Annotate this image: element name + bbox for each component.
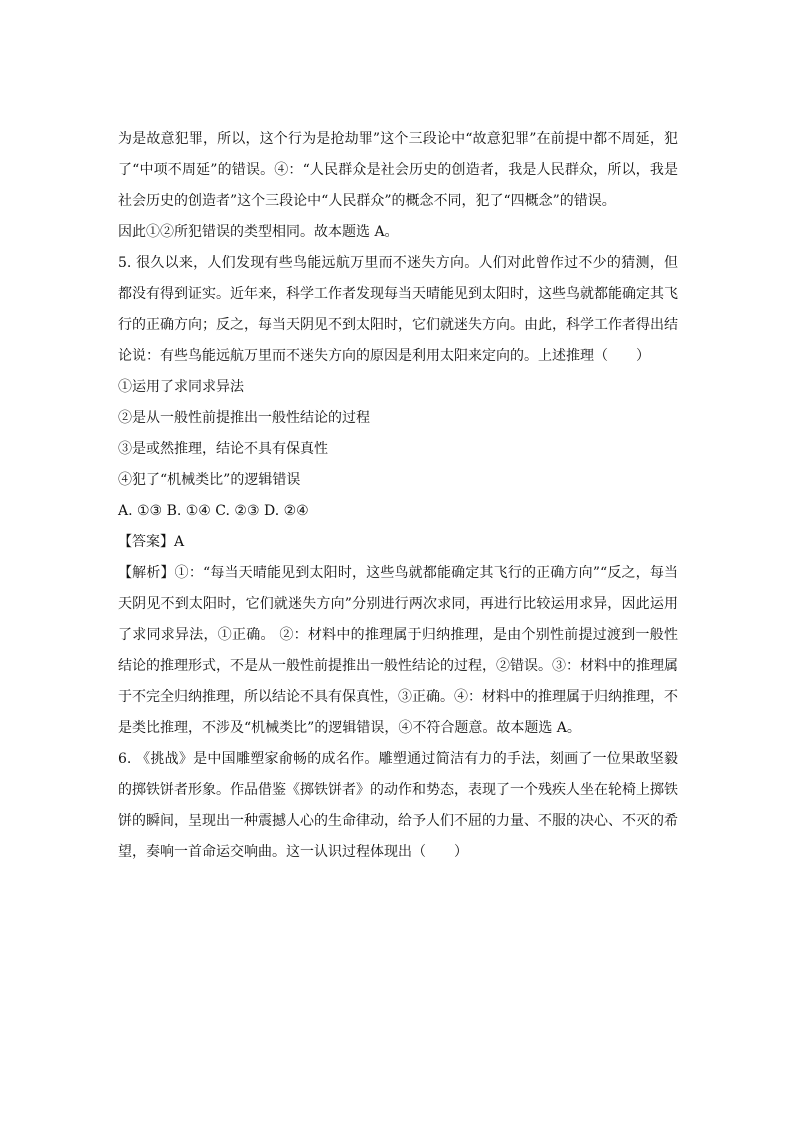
question-6	[118, 744, 678, 868]
previous-analysis-continuation: 为是故意犯罪，所以，这个行为是抢劫罪”这个三段论中“故意犯罪”在前提中都不周延，犯了“中项不周延”的错误。④：“人民群众是社会历史的创造者，我是人民群众，所以，我是社会历史的创造者”这个三段论中“人民群众”的概念不同，犯了“四概念”的错误。	[118, 131, 678, 209]
question-5-statement-4: ④犯了“机械类比”的逻辑错误	[118, 472, 301, 488]
document-page	[118, 124, 678, 868]
question-5	[118, 248, 678, 744]
previous-analysis-conclusion: 因此①②所犯错误的类型相同。故本题选 A。	[118, 224, 399, 240]
question-5-answer: 【答案】A	[118, 534, 185, 550]
question-5-stem: 5. 很久以来，人们发现有些鸟能远航万里而不迷失方向。人们对此曾作过不少的猜测，但都没有得到证实。近年来，科学工作者发现每当天晴能见到太阳时，这些鸟就都能确定其飞行的正确方向；反之，每当天阴见不到太阳时，它们就迷失方向。由此，科学工作者得出结论说：有些鸟能远航万里而不迷失方向的原因是利用太阳来定向的。上述推理（ ）	[118, 255, 678, 364]
question-5-analysis: 【解析】①：“每当天晴能见到太阳时，这些鸟就都能确定其飞行的正确方向”“反之，每当天阴见不到太阳时，它们就迷失方向”分别进行两次求同，再进行比较运用求异，因此运用了求同求异法，①正确。 ②：材料中的推理属于归纳推理，是由个别性前提过渡到一般性结论的推理形式，不是从一般性前提推出一般性结论的过程，②错误。③：材料中的推理属于不完全归纳推理，所以结论不具有保真性，③正确。④：材料中的推理属于归纳推理，不是类比推理，不涉及“机械类比”的逻辑错误，④不符合题意。故本题选 A。	[118, 565, 678, 736]
question-5-choices: A. ①③ B. ①④ C. ②③ D. ②④	[118, 503, 309, 519]
question-5-statement-2: ②是从一般性前提推出一般性结论的过程	[118, 410, 370, 426]
question-5-statement-3: ③是或然推理，结论不具有保真性	[118, 441, 328, 457]
question-5-statement-1: ①运用了求同求异法	[118, 379, 244, 395]
question-6-stem: 6. 《挑战》是中国雕塑家俞畅的成名作。雕塑通过简洁有力的手法，刻画了一位果敢坚毅的掷铁饼者形象。作品借鉴《掷铁饼者》的动作和势态，表现了一个残疾人坐在轮椅上掷铁饼的瞬间，呈现出一种震撼人心的生命律动，给予人们不屈的力量、不服的决心、不灭的希望，奏响一首命运交响曲。这一认识过程体现出（ ）	[118, 751, 678, 860]
